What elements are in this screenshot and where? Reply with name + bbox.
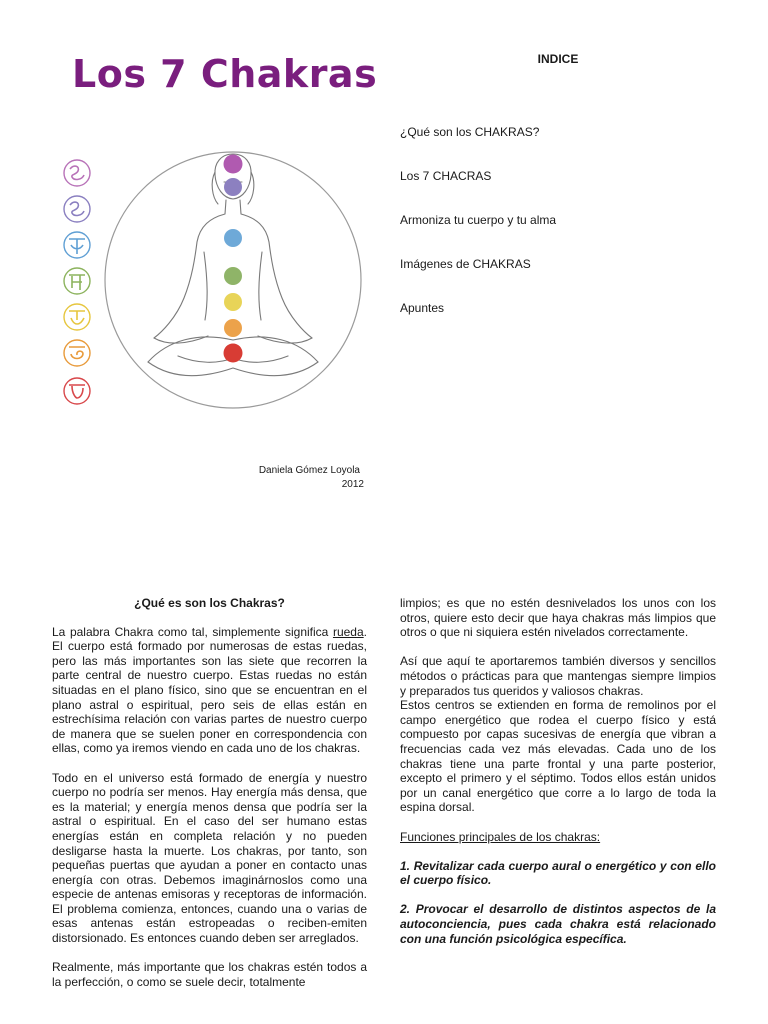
author-block	[234, 464, 364, 492]
article-paragraph	[52, 625, 367, 756]
third-eye-chakra-dot	[224, 178, 242, 196]
author-name: Daniela Gómez Loyola	[258, 465, 360, 476]
solar-plexus-chakra-dot	[224, 293, 242, 311]
chakra-dots	[224, 155, 243, 363]
crown-chakra-symbol-icon	[64, 160, 90, 186]
article-paragraph: Estos centros se extienden en forma de remolinos por el campo energético que rodea el cuerpo físico y está compuesto por capas sucesivas de energía que vibran a frecuencias cada vez más elevadas. Cada uno de los chakras tiene una parte frontal y una parte posterior, excepto el primero y el séptimo. Todos ellos están unidos por un canal energético que corre a lo largo de toda la espina dorsal.	[400, 698, 716, 815]
sacral-chakra-dot	[224, 319, 242, 337]
sacral-chakra-symbol-icon	[64, 340, 90, 366]
heart-chakra-dot	[224, 267, 242, 285]
third-eye-chakra-symbol-icon	[64, 196, 90, 222]
index-item: Armoniza tu cuerpo y tu alma	[400, 213, 557, 227]
index-item: Apuntes	[400, 301, 445, 315]
article-column-right	[400, 596, 716, 961]
article-paragraph: Realmente, más importante que los chakras estén todos a la perfección, o como se suele decir, totalmente	[52, 960, 367, 989]
rueda-term: rueda	[332, 624, 364, 639]
publication-year: 2012	[341, 479, 364, 490]
index-heading: INDICE	[537, 52, 579, 66]
article-paragraph: Así que aquí te aportaremos también diversos y sencillos métodos o prácticas para que mantengas siempre limpios y preparados tus queridos y valiosos chakras.	[400, 654, 716, 698]
index-item: ¿Qué son los CHAKRAS?	[400, 125, 540, 139]
function-item: 2. Provocar el desarrollo de distintos aspectos de la autoconciencia, pues cada chakra está relacionado con una función psicológica específica.	[400, 902, 716, 946]
root-chakra-dot	[224, 344, 243, 363]
solar-plexus-chakra-symbol-icon	[64, 304, 90, 330]
index-list	[400, 124, 556, 344]
article-column-left	[52, 596, 367, 1004]
throat-chakra-dot	[224, 229, 242, 247]
paragraph-text: . El cuerpo está formado por numerosas de estas ruedas, pero las más importantes son las siete que recorren la parte central de nuestro cuerpo. Estas ruedas no están situadas en el plano físico, sino que se encuentran en el plano astral o espiritual, pero seis de ellas están en estrechísima relación con varias partes de nuestro cuerpo de manera que se suelen poner en correspondencia con ellas, como ya iremos viendo en cada uno de los chakras.	[52, 624, 367, 756]
document-title: Los 7 Chakras	[72, 52, 378, 96]
paragraph-text: La palabra Chakra como tal, simplemente significa	[52, 624, 333, 639]
root-chakra-symbol-icon	[64, 378, 90, 404]
section-heading: ¿Qué es son los Chakras?	[134, 596, 285, 610]
chakra-symbols	[64, 160, 90, 404]
meditation-figure-illustration	[58, 142, 370, 418]
heart-chakra-symbol-icon	[64, 268, 90, 294]
index-item: Los 7 CHACRAS	[400, 169, 492, 183]
functions-heading: Funciones principales de los chakras:	[400, 829, 601, 844]
article-paragraph: Todo en el universo está formado de energía y nuestro cuerpo no podría ser menos. Hay energía más densa, que es la material; y energía menos densa que podría ser la astral o espiritual. En el caso del ser humano estas energías están en completa relación y no pueden desligarse hasta la muerte. Los chakras, por tanto, son pequeñas puertas que ayudan a poner en contacto unas energía con otras. Debemos imaginárnoslos como una especie de antenas emisoras y receptoras de información. El problema comienza, entonces, cuando una o varias de esas antenas están estropeadas o reciben-emiten distorsionado. Es entonces cuando deben ser arreglados.	[52, 770, 367, 946]
index-item: Imágenes de CHAKRAS	[400, 257, 531, 271]
article-paragraph: limpios; es que no estén desnivelados los unos con los otros, quiere esto decir que haya chakras más limpios que otros o que ni siquiera estén nivelados correctamente.	[400, 596, 716, 640]
function-item: 1. Revitalizar cada cuerpo aural o energético y con ello el cuerpo físico.	[400, 858, 716, 888]
throat-chakra-symbol-icon	[64, 232, 90, 258]
crown-chakra-dot	[224, 155, 243, 174]
